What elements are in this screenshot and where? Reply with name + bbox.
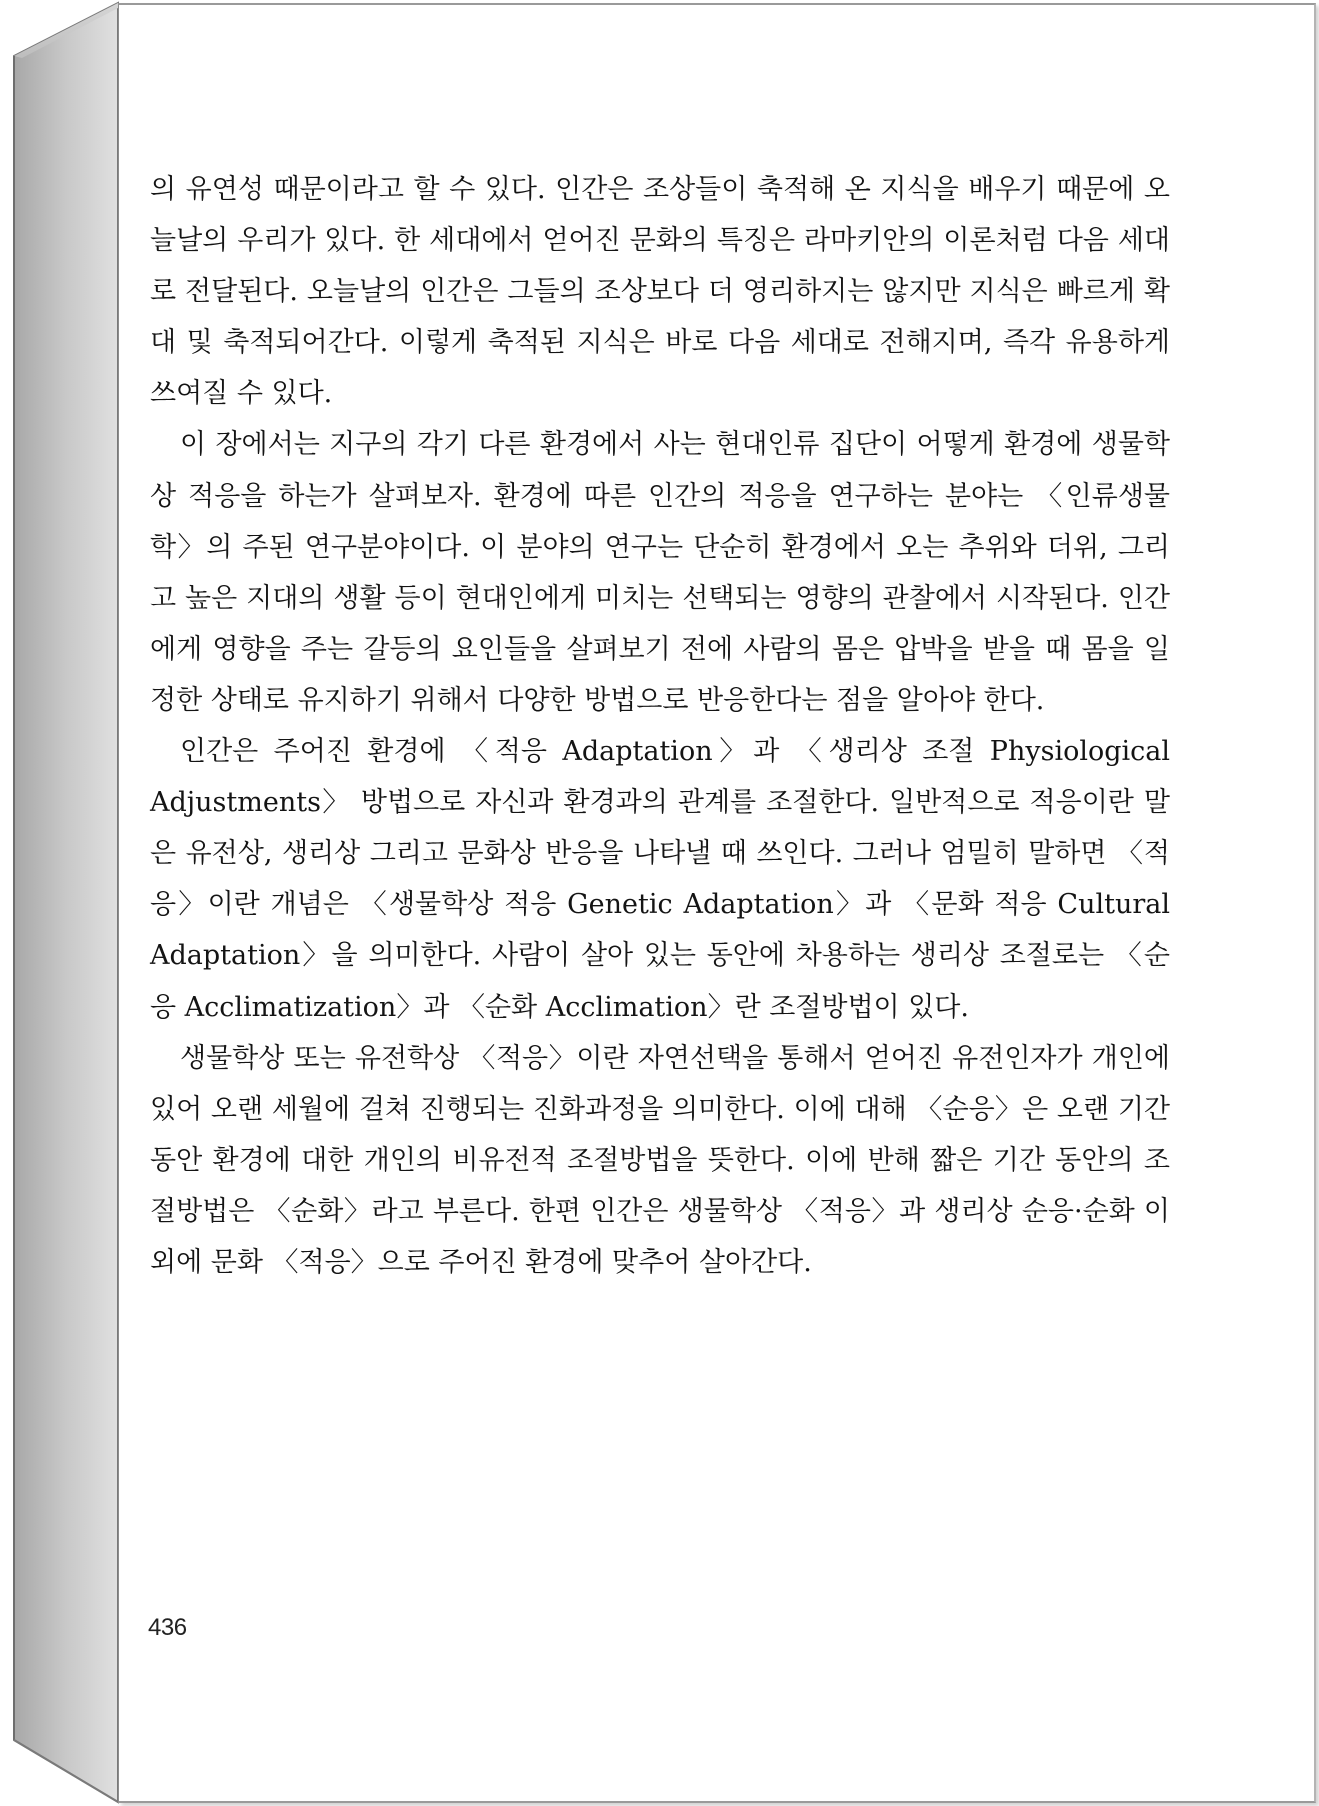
paragraph-2: 이 장에서는 지구의 각기 다른 환경에서 사는 현대인류 집단이 어떻게 환경에 생물학상 적응을 하는가 살펴보자. 환경에 따른 인간의 적응을 연구하는 분야는 〈인류생물학〉의 주된 연구분야이다. 이 분야의 연구는 단순히 환경에서 오는 추위와 더위, 그리고 높은 지대의 생활 등이 현대인에게 미치는 선택되는 영향의 관찰에서 시작된다. 인간에게 영향을 주는 갈등의 요인들을 살펴보기 전에 사람의 몸은 압박을 받을 때 몸을 일정한 상태로 유지하기 위해서 다양한 방법으로 반응한다는 점을 알아야 한다. <box>150 429 1170 716</box>
paragraph-1: 의 유연성 때문이라고 할 수 있다. 인간은 조상들이 축적해 온 지식을 배우기 때문에 오늘날의 우리가 있다. 한 세대에서 얻어진 문화의 특징은 라마키안의 이론처럼 다음 세대로 전달된다. 오늘날의 인간은 그들의 조상보다 더 영리하지는 않지만 지식은 빠르게 확대 및 축적되어간다. 이렇게 축적된 지식은 바로 다음 세대로 전해지며, 즉각 유용하게 쓰여질 수 있다. <box>150 174 1170 410</box>
paragraph-4: 생물학상 또는 유전학상 〈적응〉이란 자연선택을 통해서 얻어진 유전인자가 개인에 있어 오랜 세월에 걸쳐 진행되는 진화과정을 의미한다. 이에 대해 〈순응〉은 오랜 기간 동안 환경에 대한 개인의 비유전적 조절방법을 뜻한다. 이에 반해 짧은 기간 동안의 조절방법은 〈순화〉라고 부른다. 한편 인간은 생물학상 〈적응〉과 생리상 순응·순화 이외에 문화 〈적응〉으로 주어진 환경에 맞추어 살아간다. <box>150 1042 1170 1278</box>
page-number: 436 <box>148 1614 187 1641</box>
paragraph-3: 인간은 주어진 환경에 〈적응 Adaptation〉과 〈생리상 조절 Physiological Adjustments〉 방법으로 자신과 환경과의 관계를 조절한다. 일반적으로 적응이란 말은 유전상, 생리상 그리고 문화상 반응을 나타낼 때 쓰인다. 그러나 엄밀히 말하면 〈적응〉이란 개념은 〈생물학상 적응 Genetic Adaptation〉과 〈문화 적응 Cultural Adaptation〉을 의미한다. 사람이 살아 있는 동안에 차용하는 생리상 조절로는 〈순응 Acclimatization〉과 〈순화 Acclimation〉란 조절방법이 있다. <box>150 736 1170 1023</box>
body-text <box>150 164 1170 1288</box>
